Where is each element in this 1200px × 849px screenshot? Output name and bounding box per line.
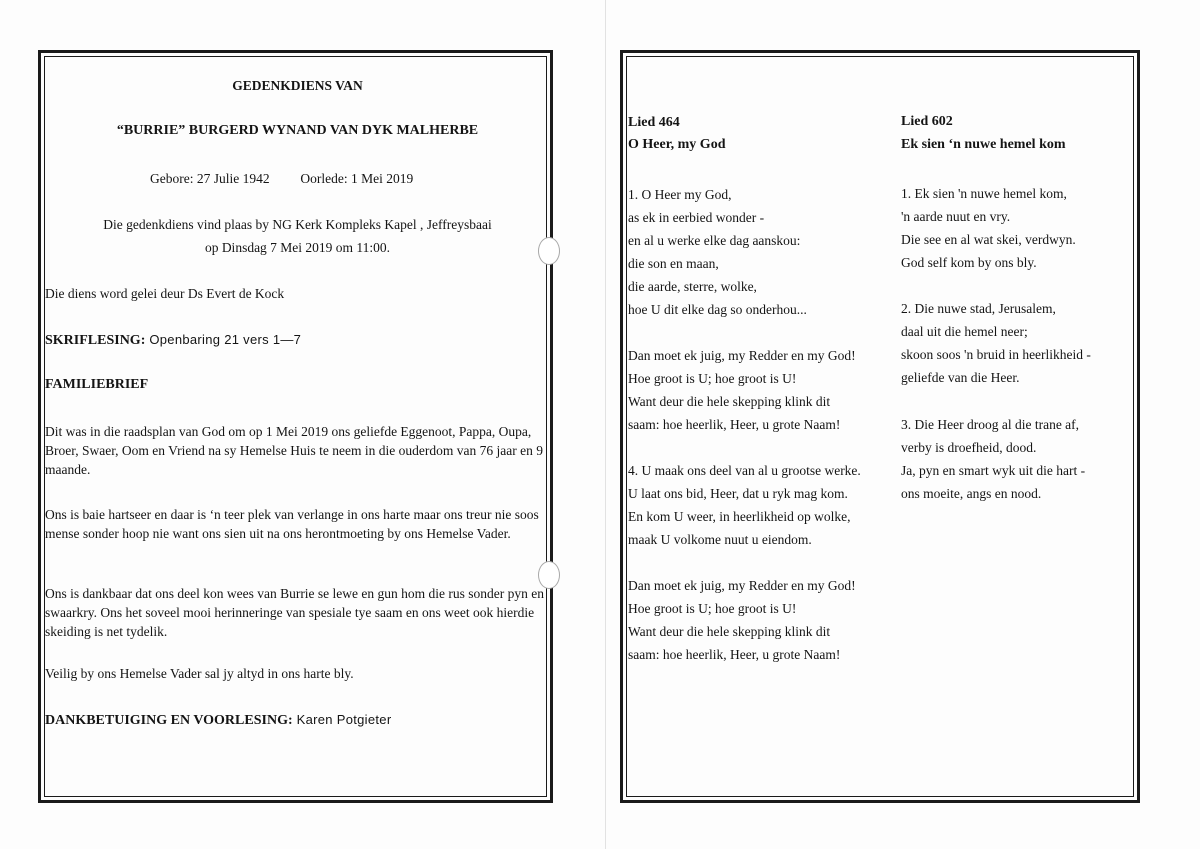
deceased-name: “BURRIE” BURGERD WYNAND VAN DYK MALHERBE <box>116 123 479 138</box>
lyric-line: En kom U weer, in heerlikheid op wolke, <box>628 509 851 524</box>
birth-label: Gebore: <box>150 171 194 186</box>
reading-value: Openbaring 21 vers 1—7 <box>149 332 302 347</box>
family-paragraph-1: Dit was in die raadsplan van God om op 1 Mei 2019 ons geliefde Eggenoot, Pappa, Oupa, Broer, Swaer, Oom en Vriend na sy Hemelse Huis te neem in die ouderdom van 76 jaar en 9 maande. <box>45 424 543 477</box>
page-fold <box>605 0 606 849</box>
lyric-line: Hoe groot is U; hoe groot is U! <box>628 601 797 616</box>
lyric-line: Want deur die hele skepping klink dit <box>628 624 831 639</box>
lyric-line: 'n aarde nuut en vry. <box>901 209 1011 224</box>
lyric-line: Dan moet ek juig, my Redder en my God! <box>628 348 856 363</box>
reading-line <box>45 331 301 349</box>
lyric-line: ons moeite, angs en nood. <box>901 486 1042 501</box>
minister-line: Die diens word gelei deur Ds Evert de Kock <box>45 286 285 301</box>
hymn-2-verse-1 <box>901 182 1076 274</box>
lyric-line: Hoe groot is U; hoe groot is U! <box>628 371 797 386</box>
death-date: 1 Mei 2019 <box>350 171 414 186</box>
lyric-line: maak U volkome nuut u eiendom. <box>628 532 812 547</box>
hymn-1-number: Lied 464 <box>628 115 680 130</box>
hymn-1-verse-1 <box>628 183 807 321</box>
hymn-2-verse-2 <box>901 297 1091 389</box>
lyric-line: saam: hoe heerlik, Heer, u grote Naam! <box>628 417 841 432</box>
lyric-line: skoon soos 'n bruid in heerlikheid - <box>901 347 1091 362</box>
dates-line <box>150 171 413 187</box>
lyric-line: saam: hoe heerlik, Heer, u grote Naam! <box>628 647 841 662</box>
lyric-line: 2. Die nuwe stad, Jerusalem, <box>901 301 1056 316</box>
lyric-line: Ja, pyn en smart wyk uit die hart - <box>901 463 1086 478</box>
venue-line-2: op Dinsdag 7 Mei 2019 om 11:00. <box>204 240 391 255</box>
lyric-line: Want deur die hele skepping klink dit <box>628 394 831 409</box>
lyric-line: U laat ons bid, Heer, dat u ryk mag kom. <box>628 486 848 501</box>
hymn-1-verse-4 <box>628 459 861 551</box>
lyric-line: verby is droefheid, dood. <box>901 440 1037 455</box>
lyric-line: as ek in eerbied wonder - <box>628 210 765 225</box>
lyric-line: 4. U maak ons deel van al u grootse werke. <box>628 463 861 478</box>
family-paragraph-3: Ons is dankbaar dat ons deel kon wees van Burrie se lewe en gun hom die rus sonder pyn en swaarkry. Ons het soveel mooi herinneringe van spesiale tye saam en ons weet ook hierdie skeiding is net tydelik. <box>45 586 544 639</box>
death-label: Oorlede: <box>300 171 348 186</box>
thanks-line <box>45 711 391 729</box>
venue-line-1: Die gedenkdiens vind plaas by NG Kerk Kompleks Kapel , Jeffreysbaai <box>103 217 492 232</box>
lyric-line: God self kom by ons bly. <box>901 255 1037 270</box>
thanks-label: DANKBETUIGING EN VOORLESING: <box>45 713 293 728</box>
family-paragraph-2: Ons is baie hartseer en daar is ‘n teer plek van verlange in ons harte maar ons treur nie soos mense sonder hoop nie want ons sien uit na ons herontmoeting by ons Hemelse Vader. <box>45 507 539 541</box>
lyric-line: Die see en al wat skei, verdwyn. <box>901 232 1076 247</box>
hymn-2-verse-3 <box>901 413 1085 505</box>
hymn-1-title: O Heer, my God <box>628 137 726 152</box>
family-letter-heading: FAMILIEBRIEF <box>45 377 149 392</box>
lyric-line: en al u werke elke dag aanskou: <box>628 233 801 248</box>
lyric-line: die aarde, sterre, wolke, <box>628 279 757 294</box>
punch-hole-bottom <box>538 561 560 589</box>
reading-label: SKRIFLESING: <box>45 333 146 348</box>
lyric-line: geliefde van die Heer. <box>901 370 1020 385</box>
memorial-title: GEDENKDIENS VAN <box>232 78 363 93</box>
hymn-2-title: Ek sien ‘n nuwe hemel kom <box>901 137 1066 152</box>
lyric-line: 1. Ek sien 'n nuwe hemel kom, <box>901 186 1067 201</box>
birth-date: 27 Julie 1942 <box>196 171 270 186</box>
punch-hole-top <box>538 237 560 265</box>
hymn-1-chorus-1 <box>628 344 856 436</box>
family-paragraph-4: Veilig by ons Hemelse Vader sal jy altyd in ons harte bly. <box>45 666 354 681</box>
hymn-2-number: Lied 602 <box>901 114 953 129</box>
thanks-value: Karen Potgieter <box>296 712 392 727</box>
lyric-line: hoe U dit elke dag so onderhou... <box>628 302 807 317</box>
lyric-line: daal uit die hemel neer; <box>901 324 1028 339</box>
lyric-line: die son en maan, <box>628 256 719 271</box>
lyric-line: 1. O Heer my God, <box>628 187 732 202</box>
hymn-1-chorus-2 <box>628 574 856 666</box>
lyric-line: Dan moet ek juig, my Redder en my God! <box>628 578 856 593</box>
lyric-line: 3. Die Heer droog al die trane af, <box>901 417 1080 432</box>
